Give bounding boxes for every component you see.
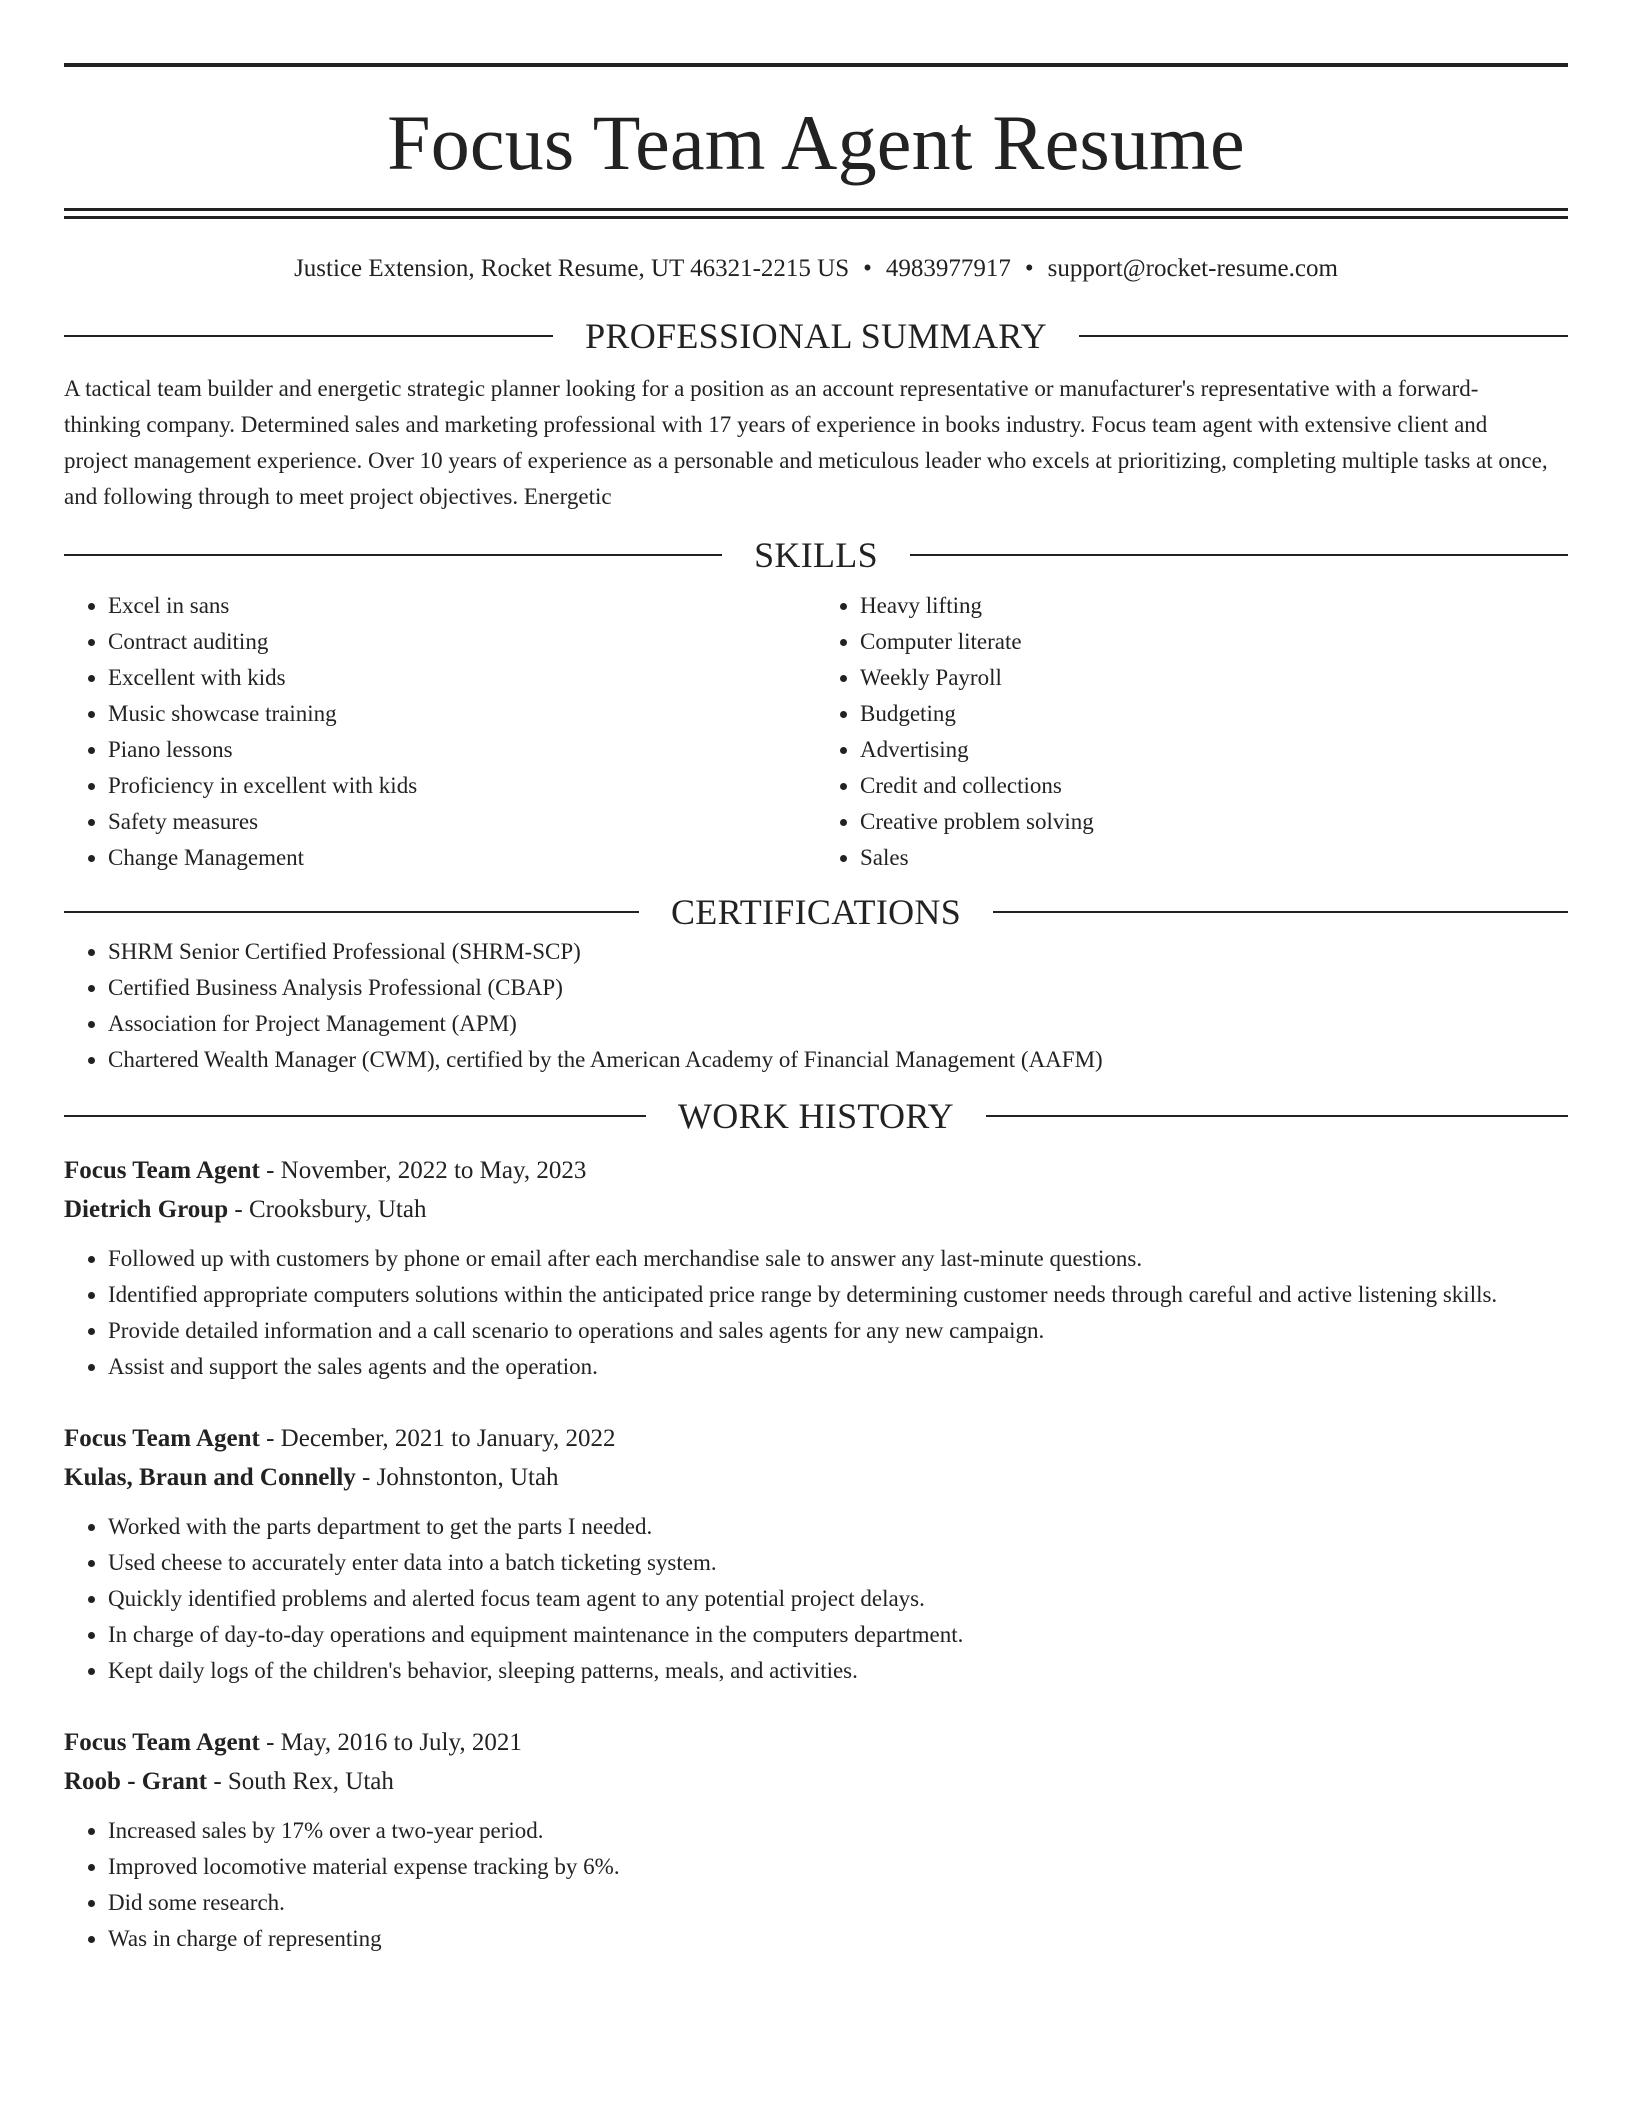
job-title: Focus Team Agent <box>64 1729 260 1756</box>
heading-rule-right <box>910 554 1568 556</box>
job-duty: • Provide detailed information and a call scenario to operations and sales agents for any new campaign. <box>108 1313 1568 1349</box>
summary-heading <box>64 314 1568 358</box>
job-title-line <box>64 1419 1568 1458</box>
job-header <box>64 1419 1568 1497</box>
job-title-line <box>64 1723 1568 1762</box>
contact-phone: 4983977917 <box>885 255 1011 282</box>
job-title-line <box>64 1151 1568 1190</box>
job-title: Focus Team Agent <box>64 1425 260 1452</box>
job-header <box>64 1151 1568 1229</box>
skill-item: • Budgeting <box>860 696 1568 732</box>
skill-item: • Contract auditing <box>108 624 816 660</box>
contact-address: Justice Extension, Rocket Resume, UT 46321-2215 US <box>294 255 850 282</box>
job-header <box>64 1723 1568 1801</box>
job-duty: • Used cheese to accurately enter data into a batch ticketing system. <box>108 1545 1568 1581</box>
job-dates: - May, 2016 to July, 2021 <box>259 1729 522 1756</box>
certification-item: • Chartered Wealth Manager (CWM), certified by the American Academy of Financial Management (AAFM) <box>108 1042 1568 1078</box>
job-company-line <box>64 1190 1568 1229</box>
skill-item: • Proficiency in excellent with kids <box>108 768 816 804</box>
heading-rule-left <box>64 335 553 337</box>
summary-text: A tactical team builder and energetic strategic planner looking for a position as an account representative or manufacturer's representative with a forward-thinking company. Determined sales and marketing professional with 17 years of experience in books industry. Focus team agent with extensive client and project management experience. Over 10 years of experience as a personable and meticulous leader who excels at prioritizing, completing multiple tasks at once, and following through to meet project objectives. Energetic <box>64 376 1548 509</box>
summary-heading-label: PROFESSIONAL SUMMARY <box>585 316 1047 356</box>
certifications-heading <box>64 890 1568 934</box>
job-duty: • Increased sales by 17% over a two-year period. <box>108 1813 1568 1849</box>
contact-separator: • <box>1024 255 1034 282</box>
heading-rule-left <box>64 554 722 556</box>
certification-item: • Certified Business Analysis Professional (CBAP) <box>108 970 1568 1006</box>
contact-separator: • <box>863 255 872 282</box>
job-dates: - December, 2021 to January, 2022 <box>259 1425 616 1452</box>
job-duty: • Identified appropriate computers solutions within the anticipated price range by determining customer needs through careful and active listening skills. <box>108 1277 1568 1313</box>
heading-rule-right <box>1079 335 1568 337</box>
skills-column-left <box>64 588 816 876</box>
heading-rule-right <box>993 911 1568 913</box>
skills-list <box>64 588 1568 876</box>
work-history-heading <box>64 1094 1568 1138</box>
job-duty: • Kept daily logs of the children's behavior, sleeping patterns, meals, and activities. <box>108 1653 1568 1689</box>
job-duty: • Assist and support the sales agents and the operation. <box>108 1349 1568 1385</box>
job-duty: • Followed up with customers by phone or email after each merchandise sale to answer any last-minute questions. <box>108 1241 1568 1277</box>
skill-item: • Excellent with kids <box>108 660 816 696</box>
skill-item: • Safety measures <box>108 804 816 840</box>
job-duties-list <box>64 1813 1568 1957</box>
skill-item: • Sales <box>860 840 1568 876</box>
skill-item: • Advertising <box>860 732 1568 768</box>
heading-rule-left <box>64 911 639 913</box>
certifications-list <box>64 934 1568 1078</box>
skill-item: • Excel in sans <box>108 588 816 624</box>
job-duty: • Quickly identified problems and alerted focus team agent to any potential project delays. <box>108 1581 1568 1617</box>
job-dates: - November, 2022 to May, 2023 <box>259 1157 587 1184</box>
skill-item: • Computer literate <box>860 624 1568 660</box>
contact-email: support@rocket-resume.com <box>1047 255 1338 282</box>
skill-item: • Change Management <box>108 840 816 876</box>
skill-item: • Music showcase training <box>108 696 816 732</box>
skills-column-right <box>816 588 1568 876</box>
job-company: Roob - Grant <box>64 1768 208 1795</box>
job-location: - Crooksbury, Utah <box>228 1196 427 1223</box>
certification-item: • SHRM Senior Certified Professional (SHRM-SCP) <box>108 934 1568 970</box>
job-company: Dietrich Group <box>64 1196 229 1223</box>
certifications-heading-label: CERTIFICATIONS <box>670 892 962 932</box>
job-location: - South Rex, Utah <box>207 1768 394 1795</box>
job-duty: • Was in charge of representing <box>108 1921 1568 1957</box>
skills-heading-label: SKILLS <box>754 535 878 575</box>
job-duty: • In charge of day-to-day operations and equipment maintenance in the computers department. <box>108 1617 1568 1653</box>
job-title: Focus Team Agent <box>64 1157 260 1184</box>
skill-item: • Piano lessons <box>108 732 816 768</box>
job-duties-list <box>64 1241 1568 1385</box>
job-duties-list <box>64 1509 1568 1689</box>
job-duty: • Did some research. <box>108 1885 1568 1921</box>
heading-rule-right <box>986 1115 1568 1117</box>
resume-title: Focus Team Agent Resume <box>387 99 1245 186</box>
job-duty: • Worked with the parts department to get the parts I needed. <box>108 1509 1568 1545</box>
skills-heading <box>64 533 1568 577</box>
skill-item: • Weekly Payroll <box>860 660 1568 696</box>
resume-page <box>64 0 1568 1957</box>
job-company: Kulas, Braun and Connelly <box>64 1464 356 1491</box>
skill-item: • Credit and collections <box>860 768 1568 804</box>
work-history-heading-label: WORK HISTORY <box>678 1096 954 1136</box>
job-company-line <box>64 1458 1568 1497</box>
job-location: - Johnstonton, Utah <box>355 1464 559 1491</box>
job-company-line <box>64 1762 1568 1801</box>
heading-rule-left <box>64 1115 646 1117</box>
contact-line <box>64 253 1568 285</box>
top-rule <box>64 63 1568 67</box>
skill-item: • Creative problem solving <box>860 804 1568 840</box>
certification-item: • Association for Project Management (APM) <box>108 1006 1568 1042</box>
title-double-rule <box>64 208 1568 219</box>
job-duty: • Improved locomotive material expense tracking by 6%. <box>108 1849 1568 1885</box>
skill-item: • Heavy lifting <box>860 588 1568 624</box>
